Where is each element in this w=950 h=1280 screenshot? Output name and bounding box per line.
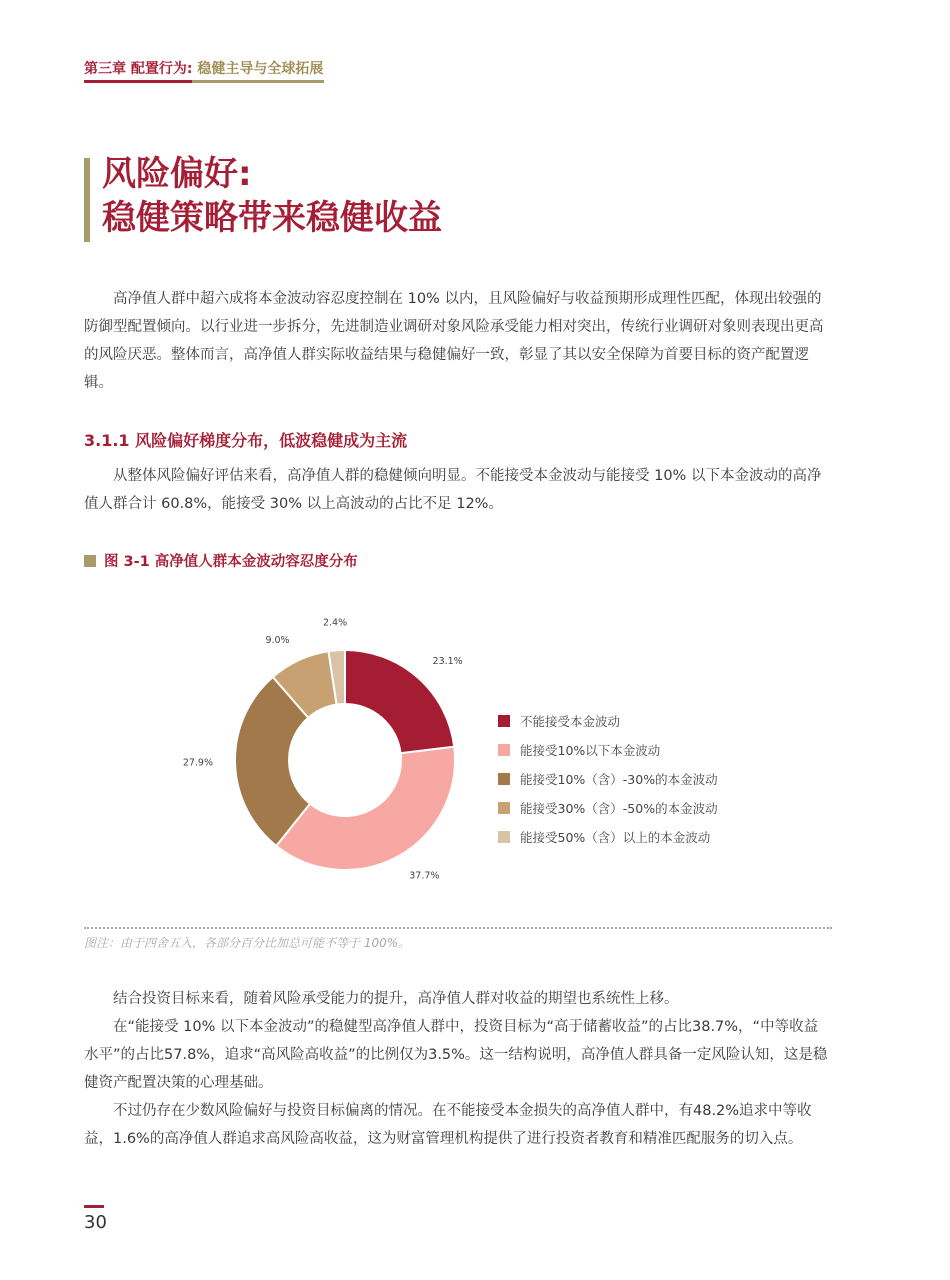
legend-item-1 (498, 735, 718, 764)
slice-data-label-3: 9.0% (265, 635, 290, 647)
legend-item-0 (498, 706, 718, 735)
title-line-1: 风险偏好: (102, 154, 252, 194)
legend-swatch-4 (498, 831, 510, 843)
legend-label-3: 能接受30%（含）-50%的本金波动 (520, 800, 718, 816)
page-number: 30 (84, 1212, 107, 1233)
legend-item-4 (498, 822, 718, 851)
legend-swatch-1 (498, 744, 510, 756)
title-line-2: 稳健策略带来稳健收益 (102, 198, 442, 238)
legend-label-4: 能接受50%（含）以上的本金波动 (520, 829, 711, 845)
legend-item-2 (498, 764, 718, 793)
chart-legend (498, 706, 718, 851)
legend-swatch-0 (498, 715, 510, 727)
legend-swatch-2 (498, 773, 510, 785)
section-paragraph: 从整体风险偏好评估来看，高净值人群的稳健倾向明显。不能接受本金波动与能接受 10% 以下本金波动的高净值人群合计 60.8%，能接受 30% 以上高波动的占比不足 12%。 (84, 468, 822, 512)
legend-swatch-3 (498, 802, 510, 814)
slice-data-label-1: 37.7% (409, 870, 440, 882)
figure-note: 图注：由于四舍五入，各部分百分比加总可能不等于 100%。 (84, 936, 411, 950)
slice-data-label-0: 23.1% (432, 656, 463, 668)
chapter-label: 第三章 配置行为: (84, 61, 193, 77)
legend-label-2: 能接受10%（含）-30%的本金波动 (520, 771, 718, 787)
body-paragraph-3: 不过仍存在少数风险偏好与投资目标偏离的情况。在不能接受本金损失的高净值人群中，有48.2%追求中等收益，1.6%的高净值人群追求高风险高收益，这为财富管理机构提供了进行投资者教育和精准匹配服务的切入点。 (84, 1103, 812, 1147)
legend-label-1: 能接受10%以下本金波动 (520, 742, 661, 758)
legend-item-3 (498, 793, 718, 822)
slice-data-label-2: 27.9% (182, 757, 214, 769)
intro-paragraph: 高净值人群中超六成将本金波动容忍度控制在 10% 以内，且风险偏好与收益预期形成理性匹配，体现出较强的防御型配置倾向。以行业进一步拆分，先进制造业调研对象风险承受能力相对突出，传统行业调研对象则表现出更高的风险厌恶。整体而言，高净值人群实际收益结果与稳健偏好一致，彰显了其以安全保障为首要目标的资产配置逻辑。 (84, 291, 824, 391)
footer-accent-bar (84, 1205, 104, 1208)
figure-divider (84, 927, 832, 929)
section-heading: 3.1.1 风险偏好梯度分布，低波稳健成为主流 (84, 431, 408, 450)
slice-data-label-4: 2.4% (322, 617, 348, 629)
body-paragraph-2: 在“能接受 10% 以下本金波动”的稳健型高净值人群中，投资目标为“高于储蓄收益”的占比38.7%，“中等收益水平”的占比57.8%，追求“高风险高收益”的比例仅为3.5%。这一结构说明，高净值人群具备一定风险认知，这是稳健资产配置决策的心理基础。 (84, 1019, 828, 1091)
figure-title-text: 图 3-1 高净值人群本金波动容忍度分布 (104, 554, 358, 570)
chapter-subtitle: 稳健主导与全球拓展 (192, 61, 324, 77)
legend-label-0: 不能接受本金波动 (520, 713, 621, 729)
body-paragraph-1: 结合投资目标来看，随着风险承受能力的提升，高净值人群对收益的期望也系统性上移。 (113, 991, 679, 1007)
